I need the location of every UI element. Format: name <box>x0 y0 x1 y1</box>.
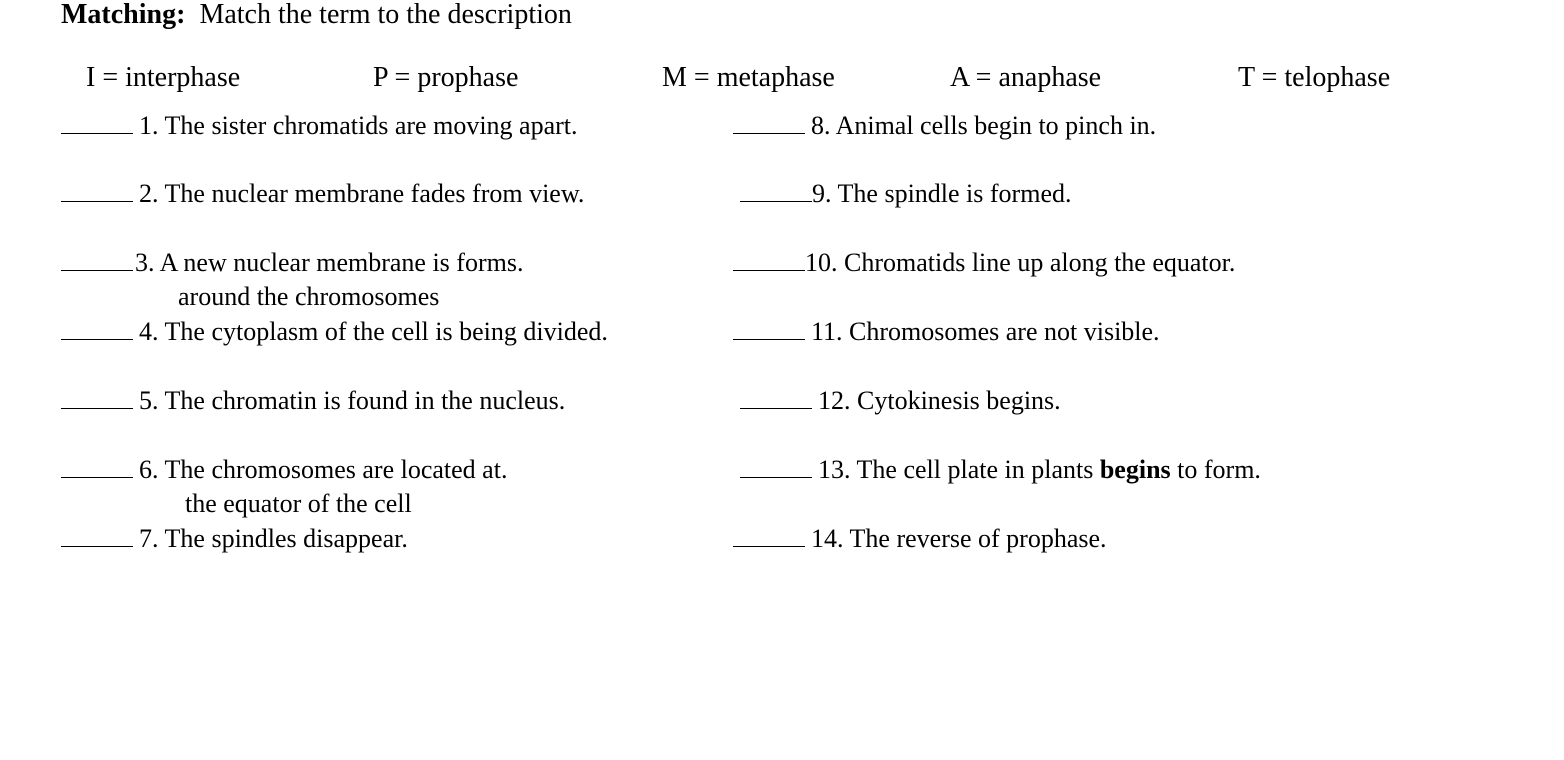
worksheet-title <box>61 0 572 30</box>
question-1-text: 1. The sister chromatids are moving apart. <box>139 111 578 140</box>
question-4-text: 4. The cytoplasm of the cell is being divided. <box>139 317 608 346</box>
answer-blank-1[interactable] <box>61 109 133 134</box>
answer-blank-13[interactable] <box>740 453 812 478</box>
question-6 <box>61 453 507 487</box>
answer-blank-2[interactable] <box>61 177 133 202</box>
title-instruction: Match the term to the description <box>199 0 572 30</box>
answer-blank-3[interactable] <box>61 246 133 271</box>
answer-blank-6[interactable] <box>61 453 133 478</box>
question-4 <box>61 315 608 349</box>
key-interphase: I = interphase <box>86 62 241 93</box>
question-1 <box>61 109 578 143</box>
title-label: Matching: <box>61 0 186 30</box>
question-9-text: 9. The spindle is formed. <box>812 179 1072 208</box>
question-13-text-emphasis: begins <box>1099 455 1171 484</box>
key-telophase: T = telophase <box>1238 62 1391 93</box>
question-6-text: 6. The chromosomes are located at. <box>139 455 508 484</box>
question-14-text: 14. The reverse of prophase. <box>811 524 1107 553</box>
question-2 <box>61 177 584 211</box>
answer-blank-4[interactable] <box>61 315 133 340</box>
answer-blank-11[interactable] <box>733 315 805 340</box>
question-12 <box>740 384 1061 418</box>
question-12-text: 12. Cytokinesis begins. <box>818 386 1061 415</box>
question-5-text: 5. The chromatin is found in the nucleus. <box>139 386 566 415</box>
answer-blank-10[interactable] <box>733 246 805 271</box>
key-prophase: P = prophase <box>373 62 519 93</box>
question-9 <box>740 177 1071 211</box>
key-anaphase: A = anaphase <box>950 62 1102 93</box>
answer-blank-14[interactable] <box>733 522 805 547</box>
question-10 <box>733 246 1235 280</box>
answer-blank-7[interactable] <box>61 522 133 547</box>
question-3 <box>61 246 523 280</box>
question-5 <box>61 384 565 418</box>
question-14 <box>733 522 1107 556</box>
question-3-continuation: around the chromosomes <box>178 282 440 311</box>
answer-blank-9[interactable] <box>740 177 812 202</box>
question-6-continuation: the equator of the cell <box>185 489 412 518</box>
question-13-text-end: to form. <box>1177 455 1261 484</box>
question-7-text: 7. The spindles disappear. <box>139 524 408 553</box>
question-13-text-start: 13. The cell plate in plants <box>818 455 1094 484</box>
question-11-text: 11. Chromosomes are not visible. <box>811 317 1160 346</box>
question-2-text: 2. The nuclear membrane fades from view. <box>139 179 585 208</box>
question-13 <box>740 453 1261 487</box>
question-8 <box>733 109 1156 143</box>
question-10-text: 10. Chromatids line up along the equator. <box>805 248 1236 277</box>
answer-blank-8[interactable] <box>733 109 805 134</box>
question-11 <box>733 315 1160 349</box>
question-8-text: 8. Animal cells begin to pinch in. <box>811 111 1157 140</box>
key-metaphase: M = metaphase <box>662 62 835 93</box>
answer-blank-5[interactable] <box>61 384 133 409</box>
question-3-text: 3. A new nuclear membrane is forms. <box>135 248 524 277</box>
answer-blank-12[interactable] <box>740 384 812 409</box>
question-7 <box>61 522 408 556</box>
